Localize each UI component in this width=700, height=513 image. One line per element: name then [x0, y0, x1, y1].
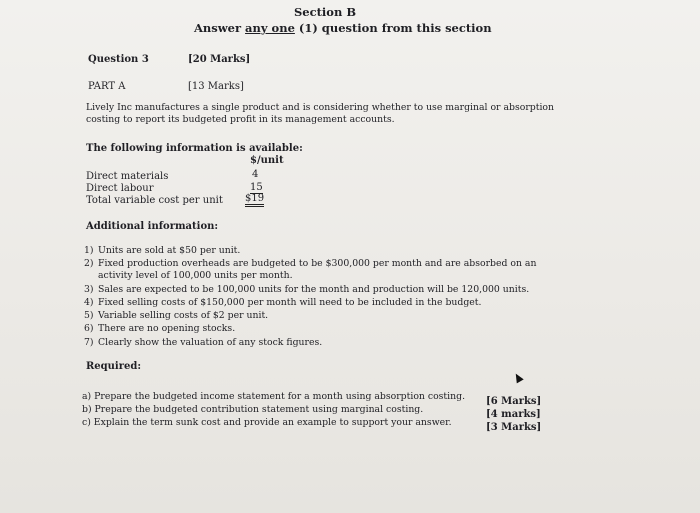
- cost-row-value: 15: [250, 182, 263, 193]
- question-label: Question 3: [88, 54, 149, 65]
- mouse-cursor-icon: [512, 372, 523, 384]
- list-item: 5) Variable selling costs of $2 per unit.: [84, 310, 269, 321]
- part-label: PART A: [88, 81, 126, 92]
- part-marks: [13 Marks]: [188, 81, 244, 92]
- required-item-marks: [3 Marks]: [486, 422, 542, 433]
- section-instruction: Answer any one (1) question from this section: [194, 21, 492, 35]
- list-item: 1) Units are sold at $50 per unit.: [84, 245, 241, 256]
- list-item-continued: activity level of 100,000 units per month.: [98, 270, 293, 281]
- list-item: 6) There are no opening stocks.: [84, 323, 236, 334]
- required-heading: Required:: [86, 361, 142, 372]
- intro-line-2: costing to report its budgeted profit in its management accounts.: [86, 114, 395, 125]
- cost-row-label: Total variable cost per unit: [86, 195, 223, 206]
- list-item: 4) Fixed selling costs of $150,000 per month will need to be included in the budget.: [84, 297, 482, 308]
- info-heading: The following information is available:: [86, 143, 303, 154]
- required-item: b) Prepare the budgeted contribution statement using marginal costing.: [82, 404, 424, 415]
- cost-row-value: $19: [245, 193, 264, 207]
- cost-row-label: Direct materials: [86, 171, 169, 182]
- additional-heading: Additional information:: [86, 221, 219, 232]
- question-marks: [20 Marks]: [188, 54, 251, 65]
- required-item-marks: [6 Marks]: [486, 396, 542, 407]
- section-title: Section B: [294, 5, 357, 19]
- unit-header: $/unit: [250, 155, 284, 166]
- intro-line-1: Lively Inc manufactures a single product and is considering whether to use marginal or absorption: [86, 102, 555, 113]
- required-item: c) Explain the term sunk cost and provide an example to support your answer.: [82, 417, 452, 428]
- required-item: a) Prepare the budgeted income statement for a month using absorption costing.: [82, 391, 466, 402]
- required-item-marks: [4 marks]: [486, 409, 541, 420]
- list-item: 7) Clearly show the valuation of any stock figures.: [84, 337, 323, 348]
- list-item: 2) Fixed production overheads are budgeted to be $300,000 per month and are absorbed on an: [84, 258, 537, 269]
- cost-row-value: 4: [252, 169, 259, 180]
- cost-row-label: Direct labour: [86, 183, 154, 194]
- list-item: 3) Sales are expected to be 100,000 units for the month and production will be 120,000 units.: [84, 284, 530, 295]
